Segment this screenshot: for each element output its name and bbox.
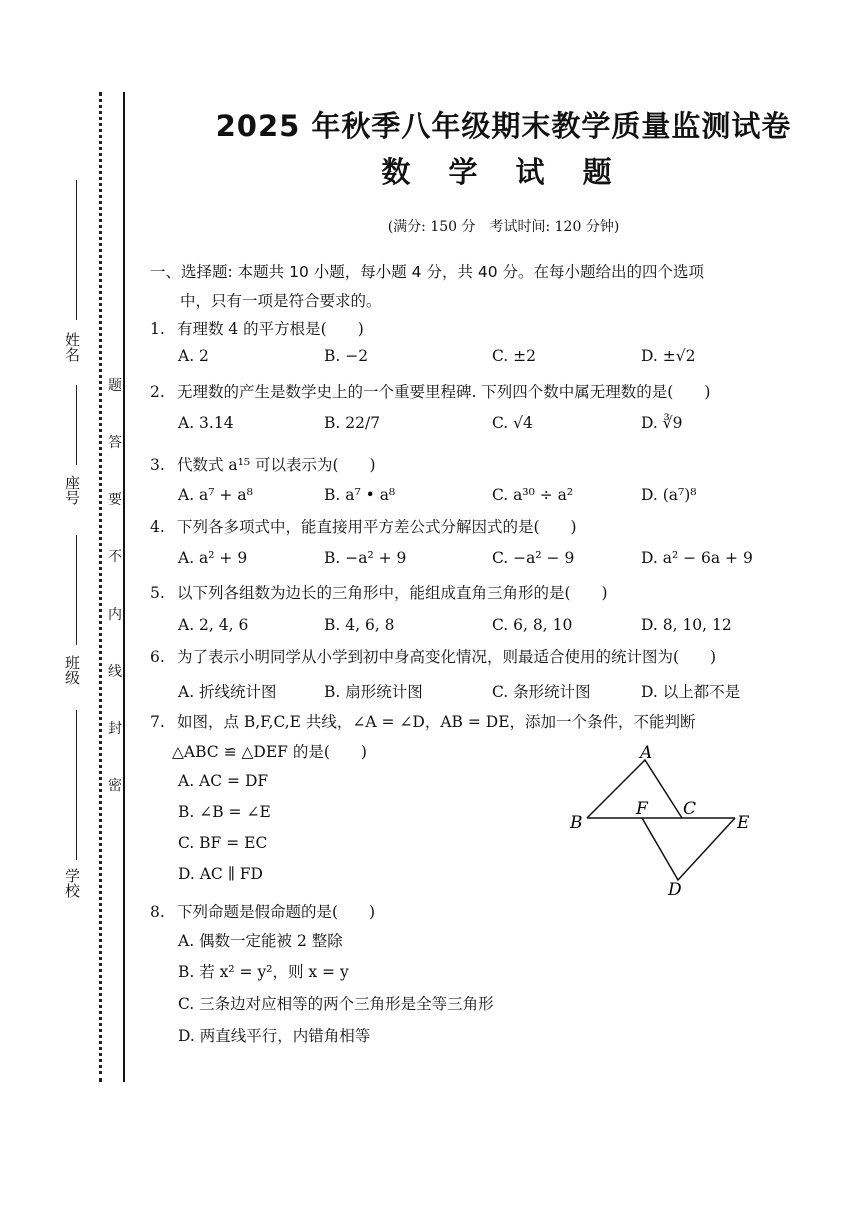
q6-option-b: B. 扇形统计图 — [324, 683, 423, 701]
question-text: 下列各多项式中，能直接用平方差公式分解因式的是( ) — [176, 518, 577, 536]
name-blank — [76, 180, 77, 320]
q3-option-d: D. (a⁷)⁸ — [641, 486, 697, 504]
q3-option-b: B. a⁷ • a⁸ — [324, 486, 396, 504]
q7-option-c: C. BF = EC — [178, 834, 268, 852]
question-text: 为了表示小明同学从小学到初中身高变化情况，则最适合使用的统计图为( ) — [176, 648, 717, 666]
q4-option-c: C. −a² − 9 — [492, 549, 575, 567]
seat-blank — [76, 385, 77, 465]
section-instructions — [150, 258, 812, 316]
q2-option-d: D. ∛9 — [641, 414, 683, 432]
point-f-label: F — [636, 799, 648, 819]
q8-option-a: A. 偶数一定能被 2 整除 — [178, 932, 343, 950]
seal-warning — [108, 375, 122, 795]
binding-dotted-line — [99, 92, 102, 1082]
question-number: 8. — [150, 903, 165, 921]
question-number: 4. — [150, 518, 165, 536]
question-number: 3. — [150, 456, 165, 474]
seal-char: 线 — [108, 663, 122, 680]
q8-option-c: C. 三条边对应相等的两个三角形是全等三角形 — [178, 995, 494, 1013]
exam-title: 2025 年秋季八年级期末教学质量监测试卷 — [215, 109, 792, 143]
q7-option-a: A. AC = DF — [178, 772, 269, 790]
q4-option-d: D. a² − 6a + 9 — [641, 549, 753, 567]
seal-char: 题 — [108, 378, 122, 394]
q5-option-c: C. 6, 8, 10 — [492, 616, 573, 634]
exam-meta: (满分: 150 分 考试时间: 120 分钟) — [387, 219, 620, 235]
question-1 — [150, 317, 364, 339]
q4-option-a: A. a² + 9 — [178, 549, 248, 567]
q2-option-c: C. √4 — [492, 414, 533, 432]
question-text: 以下列各组数为边长的三角形中，能组成直角三角形的是( ) — [176, 584, 608, 602]
label-seat: 座号 — [63, 475, 81, 505]
q2-option-a: A. 3.14 — [178, 414, 234, 432]
q6-option-c: C. 条形统计图 — [492, 683, 591, 701]
q5-option-d: D. 8, 10, 12 — [641, 616, 732, 634]
q7-option-d: D. AC ∥ FD — [178, 865, 263, 883]
q5-option-a: A. 2, 4, 6 — [178, 616, 249, 634]
question-number: 2. — [150, 383, 165, 401]
q1-option-a: A. 2 — [178, 347, 209, 365]
seal-char: 答 — [108, 435, 122, 452]
seal-char: 密 — [108, 777, 122, 794]
label-class: 班级 — [63, 655, 81, 685]
triangle-def — [642, 818, 735, 880]
question-text: 代数式 a¹⁵ 可以表示为( ) — [176, 456, 376, 474]
question-text: 有理数 4 的平方根是( ) — [176, 320, 364, 338]
q4-option-b: B. −a² + 9 — [324, 549, 407, 567]
triangle-figure — [560, 740, 760, 900]
section-line-1: 一、选择题: 本题共 10 小题，每小题 4 分，共 40 分。在每小题给出的四个选项 — [150, 263, 705, 281]
question-5 — [150, 581, 608, 603]
section-line-2: 中，只有一项是符合要求的。 — [180, 292, 382, 310]
label-school: 学校 — [63, 868, 81, 898]
q6-option-d: D. 以上都不是 — [641, 683, 741, 701]
binding-solid-line — [123, 92, 125, 1082]
triangle-abc — [587, 760, 682, 818]
q6-option-a: A. 折线统计图 — [178, 683, 277, 701]
q1-option-c: C. ±2 — [492, 347, 537, 365]
question-4 — [150, 515, 577, 537]
q7-option-b: B. ∠B = ∠E — [178, 803, 271, 821]
class-blank — [76, 535, 77, 645]
question-number: 5. — [150, 584, 165, 602]
question-number: 7. — [150, 713, 165, 731]
question-number: 1. — [150, 320, 165, 338]
q8-option-b: B. 若 x² = y²，则 x = y — [178, 963, 349, 981]
point-c-label: C — [683, 799, 697, 819]
q3-option-c: C. a³⁰ ÷ a² — [492, 486, 574, 504]
subject-title: 数 学 试 题 — [381, 155, 626, 189]
seal-char: 内 — [108, 606, 122, 623]
seal-char: 封 — [108, 720, 122, 737]
school-blank — [76, 710, 77, 860]
q1-option-d: D. ±√2 — [641, 347, 696, 365]
question-7 — [150, 710, 696, 732]
point-a-label: A — [640, 743, 653, 763]
question-text: 无理数的产生是数学史上的一个重要里程碑. 下列四个数中属无理数的是( ) — [176, 383, 711, 401]
question-6 — [150, 645, 716, 667]
label-name: 姓名 — [63, 332, 81, 362]
q5-option-b: B. 4, 6, 8 — [324, 616, 395, 634]
q2-option-b: B. 22/7 — [324, 414, 381, 432]
point-b-label: B — [570, 813, 583, 833]
question-text: 如图，点 B,F,C,E 共线，∠A = ∠D，AB = DE，添加一个条件，不能判断 — [176, 713, 696, 731]
q7-text-line-2: △ABC ≌ △DEF 的是( ) — [172, 743, 367, 761]
question-3 — [150, 453, 376, 475]
seal-char: 要 — [108, 492, 122, 509]
q3-option-a: A. a⁷ + a⁸ — [178, 486, 253, 504]
q8-option-d: D. 两直线平行，内错角相等 — [178, 1027, 371, 1045]
question-number: 6. — [150, 648, 165, 666]
seal-char: 不 — [108, 549, 122, 566]
question-text: 下列命题是假命题的是( ) — [176, 903, 376, 921]
question-8 — [150, 900, 375, 922]
question-2 — [150, 380, 710, 402]
q1-option-b: B. −2 — [324, 347, 369, 365]
point-d-label: D — [668, 880, 682, 900]
point-e-label: E — [737, 813, 750, 833]
